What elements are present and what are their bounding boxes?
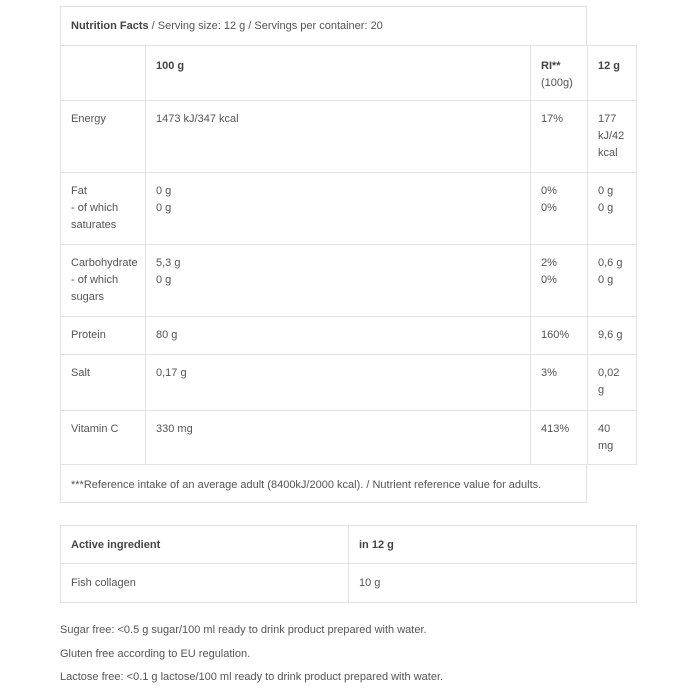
serving-info: / Serving size: 12 g / Servings per container: 20: [148, 20, 383, 32]
nutrient-name: Fat: [71, 185, 87, 197]
value-100g-cell: [145, 100, 530, 172]
ri-value: 160%: [541, 329, 570, 341]
header-100g-cell: 100 g: [145, 45, 530, 100]
value-100g-cell: [145, 316, 530, 354]
ri-value: 17%: [541, 113, 564, 125]
value-100g: 1473 kJ/347 kcal: [156, 113, 239, 125]
value-12g: 0,02: [598, 367, 620, 379]
value-12g-cell: [587, 410, 637, 464]
value-100g-cell: [145, 172, 530, 244]
value-100g: 5,3 g: [156, 257, 181, 269]
value-12g: g: [598, 384, 605, 396]
nutrient-name-cell: [60, 316, 145, 354]
header-nutrient-cell: [60, 45, 145, 100]
value-100g: 0 g: [156, 185, 172, 197]
nutrient-name: Protein: [71, 329, 106, 341]
value-100g: 0,17 g: [156, 367, 187, 379]
value-12g-cell: [587, 244, 637, 316]
value-100g: 0 g: [156, 274, 172, 286]
active-ingredient-name: Fish collagen: [60, 564, 348, 603]
header-ri-sublabel: (100g): [541, 77, 573, 89]
value-12g-cell: [587, 100, 637, 172]
value-100g-cell: [145, 410, 530, 464]
nutrition-footnote: ***Reference intake of an average adult (8400kJ/2000 kcal). / Nutrient reference value for adults.: [60, 464, 587, 503]
nutrient-name-cell: [60, 354, 145, 410]
ri-cell: [530, 354, 587, 410]
value-12g: kcal: [598, 147, 618, 159]
ri-cell: [530, 410, 587, 464]
ri-value: 413%: [541, 423, 570, 435]
nutrient-name: saturates: [71, 219, 117, 231]
active-ingredient-table: [60, 525, 637, 603]
header-ri-label: RI**: [541, 60, 561, 72]
value-12g: 177: [598, 113, 617, 125]
value-12g: mg: [598, 440, 614, 452]
table-edge: [587, 464, 637, 465]
nutrient-name: - of which: [71, 202, 119, 214]
nutrient-name: Salt: [71, 367, 90, 379]
ri-value: 0%: [541, 185, 557, 197]
nutrient-name: Carbohydrate: [71, 257, 138, 269]
nutrient-name: sugars: [71, 291, 105, 303]
ri-value: 0%: [541, 274, 557, 286]
value-12g: 0,6 g: [598, 257, 623, 269]
nutrient-name-cell: [60, 172, 145, 244]
nutrient-name-cell: [60, 244, 145, 316]
active-ingredient-amount: 10 g: [348, 564, 637, 603]
note-lactose-free: Lactose free: <0.1 g lactose/100 ml ready to drink product prepared with water.: [60, 671, 444, 683]
active-ingredient-header: Active ingredient: [60, 525, 348, 564]
nutrient-name: Energy: [71, 113, 106, 125]
note-sugar-free: Sugar free: <0.5 g sugar/100 ml ready to drink product prepared with water.: [60, 624, 427, 636]
note-gluten-free: Gluten free according to EU regulation.: [60, 648, 251, 660]
value-12g: 40: [598, 423, 611, 435]
nutrient-name-cell: [60, 410, 145, 464]
value-12g-cell: [587, 172, 637, 244]
value-100g-cell: [145, 244, 530, 316]
nutrition-title: Nutrition Facts: [71, 20, 149, 32]
value-12g: 0 g: [598, 202, 614, 214]
header-12g-cell: 12 g: [587, 45, 637, 100]
ri-value: 0%: [541, 202, 557, 214]
nutrient-name: Vitamin C: [71, 423, 119, 435]
ri-cell: [530, 244, 587, 316]
value-100g: 0 g: [156, 202, 172, 214]
ri-value: 2%: [541, 257, 557, 269]
ri-cell: [530, 172, 587, 244]
value-12g: 0 g: [598, 185, 614, 197]
nutrient-name-cell: [60, 100, 145, 172]
value-12g: 0 g: [598, 274, 614, 286]
ri-cell: [530, 100, 587, 172]
nutrient-name: - of which: [71, 274, 119, 286]
nutrition-facts-table: [60, 6, 637, 503]
value-12g-cell: [587, 316, 637, 354]
value-100g-cell: [145, 354, 530, 410]
ri-cell: [530, 316, 587, 354]
value-100g: 330 mg: [156, 423, 193, 435]
header-ri-cell: [530, 45, 587, 100]
ri-value: 3%: [541, 367, 557, 379]
nutrition-title-cell: [60, 6, 587, 45]
value-12g-cell: [587, 354, 637, 410]
active-amount-header: in 12 g: [348, 525, 637, 564]
value-12g: kJ/42: [598, 130, 625, 142]
value-100g: 80 g: [156, 329, 178, 341]
value-12g: 9,6 g: [598, 329, 623, 341]
